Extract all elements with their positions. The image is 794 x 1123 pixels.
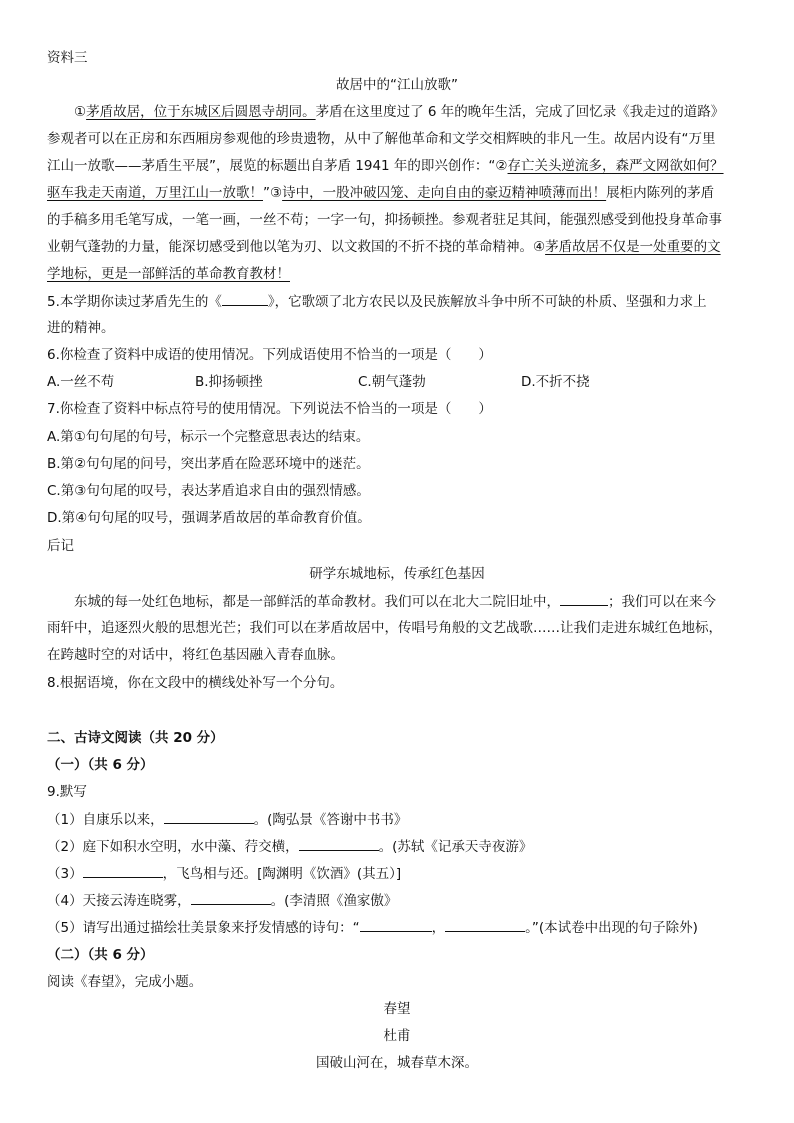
question-5-continued: 进的精神。 (47, 320, 115, 336)
paragraph-line: 的手稿多用毛笔写成，一笔一画，一丝不苟；一字一句，抑扬顿挫。参观者驻足其间，能强烈感受到他投身革命事 (47, 212, 722, 228)
poem-title: 春望 (383, 1001, 411, 1017)
item-source: 。(苏轼《记承天寺夜游》 (378, 839, 533, 855)
option-b[interactable]: B.抑扬顿挫 (195, 374, 263, 390)
item-source: 。”(本试卷中出现的句子除外) (525, 920, 698, 936)
question-text: 》，它歌颂了北方农民以及民族解放斗争中所不可缺的朴质、坚强和力求上 (267, 294, 707, 310)
subsection-heading: （一）（共 6 分） (47, 757, 154, 773)
recitation-item-4 (47, 891, 754, 910)
item-source: 。(陶弘景《答谢中书书》 (253, 812, 408, 828)
item-text: （3） (47, 866, 83, 882)
question-6-stem: 6.你检查了资料中成语的使用情况。下列成语使用不恰当的一项是（ ） (47, 347, 492, 363)
answer-blank[interactable] (360, 918, 432, 932)
underlined-sentence: 茅盾故居不仅是一处重要的文 (545, 239, 721, 255)
answer-blank[interactable] (164, 810, 254, 824)
option-a[interactable]: A.第①句句尾的句号，标示一个完整意思表达的结束。 (47, 429, 370, 445)
answer-blank[interactable] (560, 592, 608, 606)
underlined-sentence: 茅盾故居，位于东城区后圆恩寺胡同。 (86, 104, 316, 120)
underlined-sentence: 存亡关头逆流多，森严文网欲如何？ (507, 158, 724, 174)
paragraph-line (47, 238, 754, 256)
item-source: ，飞鸟相与还。[陶渊明《饮酒》(其五）] (162, 866, 402, 882)
answer-blank[interactable] (445, 918, 525, 932)
paragraph-line: 在跨越时空的对话中，将红色基因融入青春血脉。 (47, 647, 344, 663)
underlined-sentence: 学地标，更是一部鲜活的革命教育教材！ (47, 266, 290, 282)
paragraph-line: 雨轩中，追逐烈火般的思想光芒；我们可以在茅盾故居中，传唱号角般的文艺战歌……让我们走进东城红色地标， (47, 620, 722, 636)
option-d[interactable]: D.第④句句尾的叹号，强调茅盾故居的革命教育价值。 (47, 510, 371, 526)
text-run: 茅盾在这里度过了 6 年的晚年生活，完成了回忆录《我走过的道路》 (315, 104, 725, 120)
subsection-heading: （二）（共 6 分） (47, 947, 154, 963)
item-text: ， (431, 920, 446, 936)
text-run: 江山一放歌——茅盾生平展”，展览的标题出自茅盾 1941 年的即兴创作：“② (47, 158, 508, 174)
question-7-stem: 7.你检查了资料中标点符号的使用情况。下列说法不恰当的一项是（ ） (47, 401, 492, 417)
option-b[interactable]: B.第②句句尾的问号，突出茅盾在险恶环境中的迷茫。 (47, 456, 370, 472)
text-run: 业朝气蓬勃的力量，能深切感受到他以笔为刃、以文救国的不折不挠的革命精神。④ (47, 239, 546, 255)
paragraph-line (47, 592, 754, 611)
reading-instruction: 阅读《春望》，完成小题。 (47, 974, 203, 990)
recitation-item-5 (47, 918, 754, 937)
recitation-item-3 (47, 864, 754, 883)
text-run: ；我们可以在来今 (608, 594, 716, 610)
item-text: （2）庭下如积水空明，水中藻、荇交横， (47, 839, 299, 855)
sentence-marker: ① (74, 104, 87, 120)
answer-blank[interactable] (191, 891, 271, 905)
paragraph-line: 参观者可以在正房和东西厢房参观他的珍贵遗物，从中了解他革命和文学交相辉映的非凡一生。故居内设有“万里 (47, 131, 716, 147)
option-d[interactable]: D.不折不挠 (521, 374, 590, 390)
question-text: 5.本学期你读过茅盾先生的《 (47, 294, 222, 310)
underlined-sentence: 驱车我走天南道，万里江山一放歌！ (47, 185, 263, 201)
question-6-options (47, 373, 754, 391)
text-run: ”③ (263, 185, 283, 201)
answer-blank[interactable] (222, 292, 268, 306)
poem-author: 杜甫 (383, 1028, 411, 1044)
answer-blank[interactable] (83, 864, 163, 878)
answer-blank[interactable] (299, 837, 379, 851)
item-text: （1）自康乐以来， (47, 812, 164, 828)
paragraph-line (47, 157, 754, 175)
text-run: 展柜内陈列的茅盾 (606, 185, 715, 201)
option-a[interactable]: A.一丝不苟 (47, 374, 115, 390)
option-c[interactable]: C.朝气蓬勃 (358, 374, 426, 390)
postscript-title: 研学东城地标，传承红色基因 (309, 566, 485, 582)
item-text: （4）天接云涛连晓雾， (47, 893, 191, 909)
question-8: 8.根据语境，你在文段中的横线处补写一个分句。 (47, 675, 344, 691)
recitation-item-1 (47, 810, 754, 829)
paragraph-line (47, 103, 754, 121)
paragraph-line (47, 265, 754, 283)
section-title: 故居中的“江山放歌” (336, 77, 458, 93)
poem-line: 国破山河在，城春草木深。 (316, 1055, 478, 1071)
underlined-sentence: 诗中，一股冲破囚笼、走向自由的豪迈精神喷薄而出！ (282, 185, 607, 201)
part-heading: 二、古诗文阅读（共 20 分） (47, 730, 224, 746)
option-c[interactable]: C.第③句句尾的叹号，表达茅盾追求自由的强烈情感。 (47, 483, 370, 499)
text-run: 东城的每一处红色地标，都是一部鲜活的革命教材。我们可以在北大二院旧址中， (74, 594, 560, 610)
question-9: 9.默写 (47, 784, 87, 800)
question-5 (47, 292, 754, 311)
paragraph-line (47, 184, 754, 202)
section-heading: 资料三 (47, 50, 88, 66)
item-text: （5）请写出通过描绘壮美景象来抒发情感的诗句：“ (47, 920, 360, 936)
recitation-item-2 (47, 837, 754, 856)
item-source: 。(李清照《渔家傲》 (270, 893, 398, 909)
postscript-heading: 后记 (47, 538, 74, 554)
